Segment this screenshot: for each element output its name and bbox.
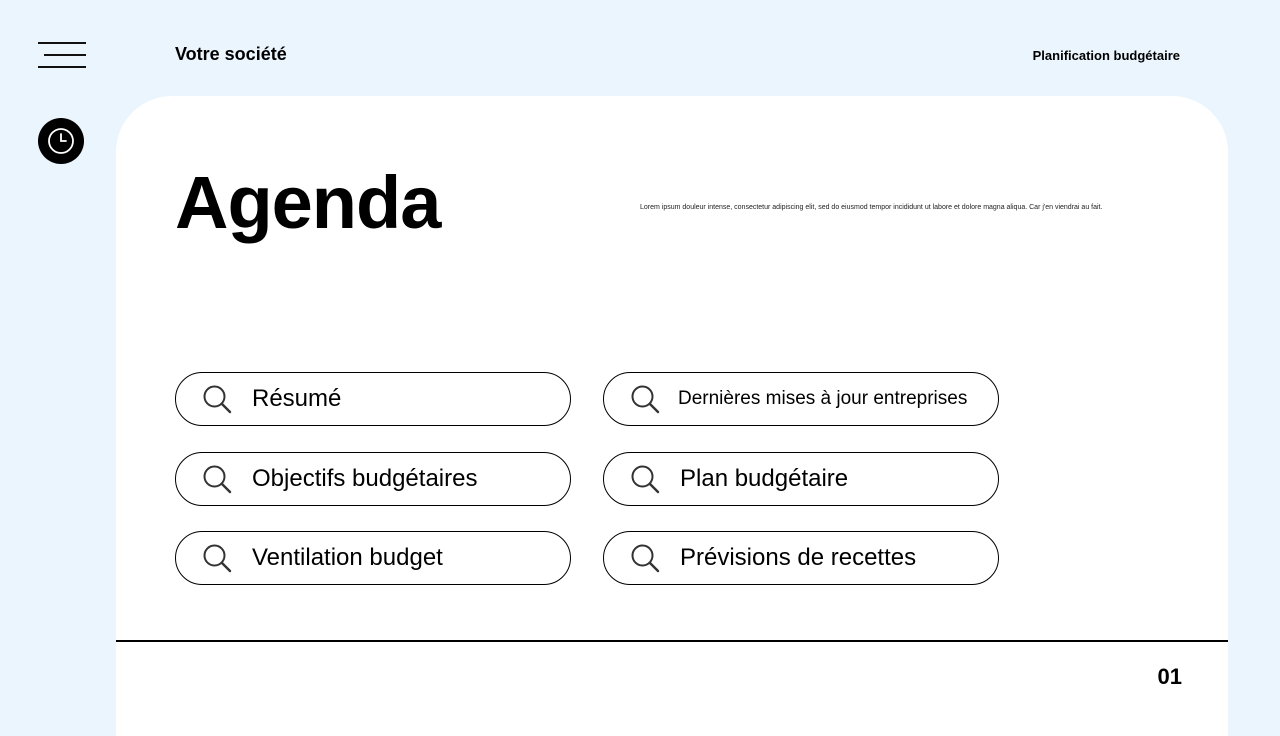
- agenda-item-ventilation-budget[interactable]: [175, 531, 571, 585]
- footer-divider: [116, 640, 1228, 642]
- menu-line: [44, 54, 86, 56]
- agenda-item-plan-budgetaire[interactable]: [603, 452, 999, 506]
- search-icon: [202, 464, 232, 494]
- agenda-item-label: Objectifs budgétaires: [252, 465, 478, 492]
- agenda-item-resume[interactable]: [175, 372, 571, 426]
- hamburger-menu-icon[interactable]: [38, 42, 86, 70]
- page-number: 01: [1157, 664, 1182, 689]
- intro-text: Lorem ipsum douleur intense, consectetur adipiscing elit, sed do eiusmod tempor incididunt ut labore et dolore magna aliqua. Car j'en viendrai au fait.: [640, 204, 1103, 211]
- agenda-item-label: Prévisions de recettes: [680, 544, 917, 571]
- agenda-item-label: Ventilation budget: [252, 544, 443, 571]
- agenda-item-dernieres-mises-a-jour[interactable]: [603, 372, 999, 426]
- agenda-item-label: Dernières mises à jour entreprises: [678, 388, 968, 409]
- clock-button[interactable]: [38, 118, 84, 164]
- search-icon: [630, 464, 660, 494]
- agenda-item-label: Résumé: [252, 385, 342, 412]
- page-title: Agenda: [175, 161, 441, 244]
- agenda-item-label: Plan budgétaire: [680, 465, 849, 492]
- clock-icon: [46, 126, 76, 156]
- content-card: [116, 96, 1228, 736]
- company-name: Votre société: [175, 44, 287, 64]
- search-icon: [630, 543, 660, 573]
- search-icon: [202, 543, 232, 573]
- document-title: Planification budgétaire: [1032, 48, 1180, 63]
- menu-line: [38, 66, 86, 68]
- agenda-item-objectifs-budgetaires[interactable]: [175, 452, 571, 506]
- agenda-item-previsions-de-recettes[interactable]: [603, 531, 999, 585]
- search-icon: [630, 384, 660, 414]
- search-icon: [202, 384, 232, 414]
- menu-line: [38, 42, 86, 44]
